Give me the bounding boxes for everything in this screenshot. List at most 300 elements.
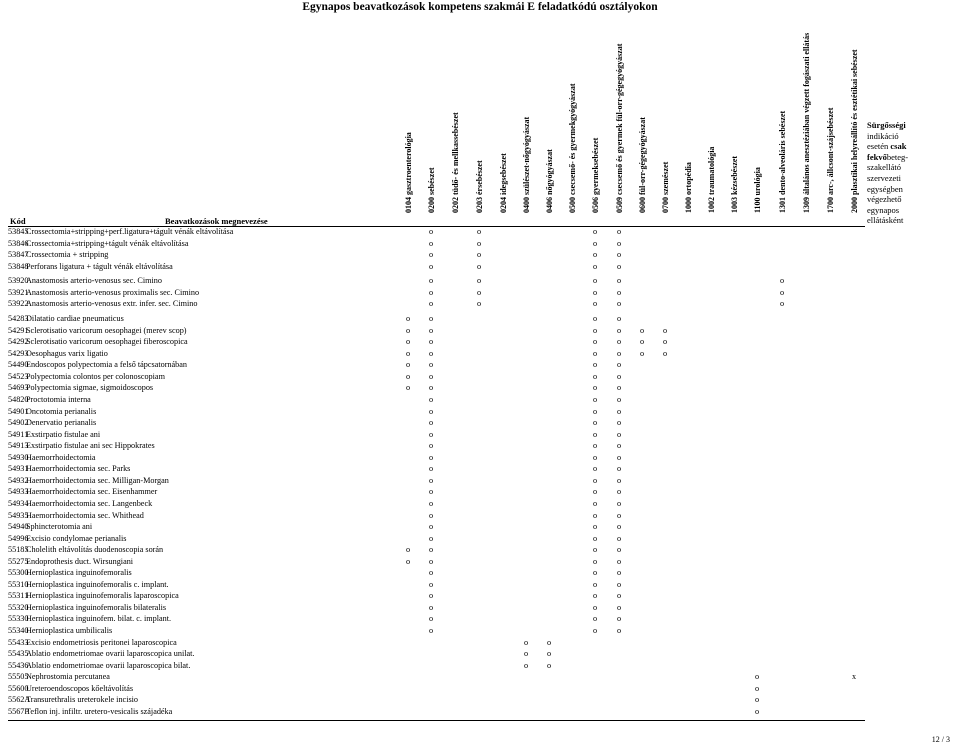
column-header-label: 0506 gyermeksebészet bbox=[591, 137, 600, 213]
competence-mark: o bbox=[592, 452, 598, 462]
column-header-label: 1000 ortopédia bbox=[684, 162, 693, 213]
table-row bbox=[0, 637, 960, 649]
table-row bbox=[0, 683, 960, 695]
table-row bbox=[0, 498, 960, 510]
competence-mark: o bbox=[616, 299, 622, 309]
competence-mark: o bbox=[616, 441, 622, 451]
procedure-table bbox=[0, 226, 960, 717]
competence-mark: o bbox=[428, 545, 434, 555]
table-row bbox=[0, 579, 960, 591]
competence-mark: o bbox=[616, 261, 622, 271]
column-header-label: 0600 fül-orr-gégegyógyászat bbox=[638, 117, 647, 213]
competence-mark: o bbox=[639, 325, 645, 335]
competence-mark: o bbox=[476, 227, 482, 236]
procedure-description: Anastomosis arterio-venosus proximalis sec. Cimino bbox=[26, 287, 200, 297]
competence-mark: o bbox=[616, 276, 622, 286]
competence-mark: o bbox=[592, 337, 598, 347]
competence-mark: o bbox=[428, 591, 434, 601]
table-row bbox=[0, 475, 960, 487]
competence-mark: o bbox=[616, 360, 622, 370]
table-row bbox=[0, 660, 960, 672]
procedure-description: Transurethralis ureterokele incisio bbox=[26, 695, 139, 705]
table-row bbox=[0, 429, 960, 441]
competence-mark: o bbox=[592, 261, 598, 271]
header-kod: Kód bbox=[10, 216, 26, 226]
competence-mark: o bbox=[546, 637, 552, 647]
table-row bbox=[0, 394, 960, 406]
table-row bbox=[0, 261, 960, 273]
procedure-code: 55330 bbox=[8, 614, 29, 624]
column-header-label: 0400 szülészet-nőgyógyászat bbox=[522, 116, 531, 213]
competence-mark: o bbox=[616, 545, 622, 555]
competence-mark: o bbox=[616, 406, 622, 416]
procedure-code: 54292 bbox=[8, 337, 29, 347]
competence-mark: o bbox=[616, 337, 622, 347]
competence-mark: o bbox=[428, 276, 434, 286]
procedure-description: Dilatatio cardiae pneumaticus bbox=[26, 314, 124, 324]
table-row bbox=[0, 671, 960, 683]
competence-mark: o bbox=[592, 360, 598, 370]
competence-mark: o bbox=[405, 360, 411, 370]
competence-mark: o bbox=[616, 238, 622, 248]
competence-mark: o bbox=[428, 299, 434, 309]
procedure-code: 55433 bbox=[8, 637, 29, 647]
competence-mark: o bbox=[428, 452, 434, 462]
competence-mark: o bbox=[592, 591, 598, 601]
competence-mark: o bbox=[616, 383, 622, 393]
competence-mark: o bbox=[523, 660, 529, 670]
competence-mark: o bbox=[428, 487, 434, 497]
competence-mark: o bbox=[616, 348, 622, 358]
competence-mark: o bbox=[476, 250, 482, 260]
competence-mark: o bbox=[523, 649, 529, 659]
competence-mark: o bbox=[616, 227, 622, 236]
competence-mark: o bbox=[428, 498, 434, 508]
urgency-line-3a: esetén bbox=[867, 141, 889, 152]
urgency-line-4b: beteg- bbox=[886, 151, 909, 162]
procedure-description: Excisio endometriosis peritonei laparoscopica bbox=[26, 637, 177, 647]
urgency-line-5: szakellátó bbox=[867, 162, 901, 173]
procedure-description: Ablatio endometriomae ovarii laparoscopica bilat. bbox=[26, 660, 191, 670]
procedure-code: 54932 bbox=[8, 475, 29, 485]
urgency-line-7: egységben bbox=[867, 183, 903, 194]
column-header-label: 0500 csecsemő- és gyermekgyógyászat bbox=[568, 83, 577, 213]
competence-mark: x bbox=[851, 672, 857, 682]
competence-mark: o bbox=[428, 510, 434, 520]
procedure-code: 53846 bbox=[8, 238, 29, 248]
procedure-code: 54935 bbox=[8, 510, 29, 520]
competence-mark: o bbox=[428, 261, 434, 271]
procedure-code: 54933 bbox=[8, 487, 29, 497]
competence-mark: o bbox=[616, 510, 622, 520]
urgency-line-9: egynapos bbox=[867, 204, 900, 215]
competence-mark: o bbox=[662, 337, 668, 347]
competence-mark: o bbox=[428, 238, 434, 248]
table-row bbox=[0, 706, 960, 718]
procedure-code: 55340 bbox=[8, 625, 29, 635]
table-row bbox=[0, 371, 960, 383]
competence-mark: o bbox=[428, 227, 434, 236]
procedure-code: 54283 bbox=[8, 314, 29, 324]
table-bottom-rule bbox=[8, 720, 865, 721]
table-row bbox=[0, 406, 960, 418]
urgency-line-4a: fekvő bbox=[867, 151, 887, 162]
procedure-code: 54523 bbox=[8, 371, 29, 381]
competence-mark: o bbox=[592, 625, 598, 635]
competence-mark: o bbox=[616, 314, 622, 324]
table-row bbox=[0, 602, 960, 614]
competence-mark: o bbox=[428, 602, 434, 612]
competence-mark: o bbox=[546, 660, 552, 670]
competence-mark: o bbox=[592, 568, 598, 578]
competence-mark: o bbox=[754, 695, 760, 705]
column-header-label: 0700 szemészet bbox=[661, 161, 670, 213]
competence-mark: o bbox=[405, 314, 411, 324]
competence-mark: o bbox=[428, 395, 434, 405]
procedure-description: Hernioplastica inguinofemoralis c. implant. bbox=[26, 579, 169, 589]
competence-mark: o bbox=[428, 429, 434, 439]
procedure-description: Haemorrhoidectomia sec. Langenbeck bbox=[26, 498, 153, 508]
competence-mark: o bbox=[476, 287, 482, 297]
procedure-code: 54940 bbox=[8, 522, 29, 532]
competence-mark: o bbox=[662, 325, 668, 335]
procedure-code: 54902 bbox=[8, 418, 29, 428]
table-row bbox=[0, 382, 960, 394]
competence-mark: o bbox=[616, 475, 622, 485]
competence-mark: o bbox=[428, 579, 434, 589]
competence-mark: o bbox=[405, 325, 411, 335]
competence-mark: o bbox=[592, 276, 598, 286]
procedure-code: 55185 bbox=[8, 545, 29, 555]
procedure-description: Anastomosis arterio-venosus sec. Cimino bbox=[26, 276, 162, 286]
competence-mark: o bbox=[592, 545, 598, 555]
competence-mark: o bbox=[592, 602, 598, 612]
procedure-description: Endoscopos polypectomia a felső tápcsatornában bbox=[26, 360, 187, 370]
competence-mark: o bbox=[616, 371, 622, 381]
competence-mark: o bbox=[616, 568, 622, 578]
competence-mark: o bbox=[405, 348, 411, 358]
competence-mark: o bbox=[592, 579, 598, 589]
urgency-line-10: ellátásként bbox=[867, 215, 904, 226]
procedure-code: 54820 bbox=[8, 395, 29, 405]
procedure-code: 54996 bbox=[8, 533, 29, 543]
procedure-description: Excisio condylomae perianalis bbox=[26, 533, 127, 543]
table-row bbox=[0, 556, 960, 568]
table-row bbox=[0, 325, 960, 337]
competence-mark: o bbox=[428, 533, 434, 543]
competence-mark: o bbox=[592, 383, 598, 393]
urgency-line-6: szervezeti bbox=[867, 172, 901, 183]
procedure-code: 54901 bbox=[8, 406, 29, 416]
competence-mark: o bbox=[616, 487, 622, 497]
table-row bbox=[0, 452, 960, 464]
procedure-description: Crossectomia+stripping+tágult vénák eltávolítása bbox=[26, 238, 189, 248]
procedure-description: Teflon inj. infiltr. uretero-vesicalis szájadéka bbox=[26, 706, 173, 716]
column-header-label: 0104 gasztroenterológia bbox=[404, 132, 413, 213]
column-header-label: 0202 tüdő- és mellkassebészet bbox=[451, 112, 460, 213]
procedure-code: 54490 bbox=[8, 360, 29, 370]
procedure-code: 54291 bbox=[8, 325, 29, 335]
procedure-description: Crossectomia + stripping bbox=[26, 250, 109, 260]
table-row bbox=[0, 463, 960, 475]
procedure-code: 53848 bbox=[8, 261, 29, 271]
table-row bbox=[0, 249, 960, 261]
procedure-code: 5562A bbox=[8, 695, 31, 705]
procedure-description: Hernioplastica inguinofemoralis bilateralis bbox=[26, 602, 167, 612]
procedure-description: Sphincterotomia ani bbox=[26, 522, 93, 532]
urgency-line-8: végezhető bbox=[867, 194, 902, 205]
procedure-description: Ureteroendoscopos kőeltávolítás bbox=[26, 683, 134, 693]
procedure-description: Denervatio perianalis bbox=[26, 418, 97, 428]
procedure-description: Endoprothesis duct. Wirsungiani bbox=[26, 556, 134, 566]
competence-mark: o bbox=[592, 418, 598, 428]
procedure-description: Exstirpatio fistulae ani sec Hippokrates bbox=[26, 441, 155, 451]
procedure-description: Ablatio endometriomae ovarii laparoscopica unilat. bbox=[26, 649, 195, 659]
competence-mark: o bbox=[616, 464, 622, 474]
competence-mark: o bbox=[428, 625, 434, 635]
competence-mark: o bbox=[428, 337, 434, 347]
competence-mark: o bbox=[428, 522, 434, 532]
procedure-code: 55310 bbox=[8, 579, 29, 589]
competence-mark: o bbox=[428, 360, 434, 370]
competence-mark: o bbox=[779, 276, 785, 286]
procedure-description: Hernioplastica inguinofemoralis bbox=[26, 568, 132, 578]
procedure-description: Haemorrhoidectomia sec. Parks bbox=[26, 464, 131, 474]
competence-mark: o bbox=[592, 429, 598, 439]
procedure-code: 54913 bbox=[8, 441, 29, 451]
competence-mark: o bbox=[592, 510, 598, 520]
competence-mark: o bbox=[428, 556, 434, 566]
table-row bbox=[0, 275, 960, 287]
procedure-description: Haemorrhoidectomia sec. Eisenhammer bbox=[26, 487, 158, 497]
table-row bbox=[0, 359, 960, 371]
competence-mark: o bbox=[428, 441, 434, 451]
column-header-label: 2000 plasztikai helyreállító és esztétikai sebészet bbox=[850, 49, 859, 213]
competence-mark: o bbox=[616, 287, 622, 297]
competence-mark: o bbox=[639, 348, 645, 358]
column-header-label: 1301 dento-alveoláris sebészet bbox=[778, 110, 787, 213]
competence-mark: o bbox=[592, 348, 598, 358]
competence-mark: o bbox=[754, 672, 760, 682]
procedure-description: Exstirpatio fistulae ani bbox=[26, 429, 101, 439]
header-beavatkozas: Beavatkozások megnevezése bbox=[165, 216, 268, 226]
competence-mark: o bbox=[662, 348, 668, 358]
table-row bbox=[0, 544, 960, 556]
column-header-label: 0200 sebészet bbox=[427, 167, 436, 213]
procedure-description: Cholelith eltávolítás duodenoscopia során bbox=[26, 545, 164, 555]
competence-mark: o bbox=[592, 487, 598, 497]
procedure-code: 55320 bbox=[8, 602, 29, 612]
procedure-description: Oncotomia perianalis bbox=[26, 406, 97, 416]
procedure-description: Hernioplastica inguinofemoralis laparoscopica bbox=[26, 591, 179, 601]
column-header-label: 0406 nőgyógyászat bbox=[545, 149, 554, 213]
competence-mark: o bbox=[616, 614, 622, 624]
competence-mark: o bbox=[428, 250, 434, 260]
procedure-description: Polypectomia colontos per colonoscopiam bbox=[26, 371, 165, 381]
procedure-description: Haemorrhoidectomia sec. Whithead bbox=[26, 510, 144, 520]
procedure-code: 55435 bbox=[8, 649, 29, 659]
procedure-code: 54293 bbox=[8, 348, 29, 358]
procedure-code: 55600 bbox=[8, 683, 29, 693]
table-row bbox=[0, 226, 960, 238]
table-row bbox=[0, 238, 960, 250]
competence-mark: o bbox=[428, 568, 434, 578]
table-row bbox=[0, 613, 960, 625]
competence-mark: o bbox=[616, 625, 622, 635]
competence-mark: o bbox=[616, 429, 622, 439]
competence-mark: o bbox=[476, 276, 482, 286]
column-header-label: 1700 arc-, állcsont-szájsebészet bbox=[826, 107, 835, 213]
competence-mark: o bbox=[428, 475, 434, 485]
competence-mark: o bbox=[616, 556, 622, 566]
procedure-code: 53921 bbox=[8, 287, 29, 297]
competence-mark: o bbox=[428, 325, 434, 335]
table-row bbox=[0, 590, 960, 602]
procedure-code: 54930 bbox=[8, 452, 29, 462]
procedure-description: Nephrostomia percutanea bbox=[26, 672, 110, 682]
table-row bbox=[0, 348, 960, 360]
table-row bbox=[0, 533, 960, 545]
competence-mark: o bbox=[592, 299, 598, 309]
competence-mark: o bbox=[616, 591, 622, 601]
competence-mark: o bbox=[592, 238, 598, 248]
competence-mark: o bbox=[592, 250, 598, 260]
competence-mark: o bbox=[428, 614, 434, 624]
procedure-code: 55300 bbox=[8, 568, 29, 578]
procedure-code: 54934 bbox=[8, 498, 29, 508]
procedure-description: Haemorrhoidectomia sec. Milligan-Morgan bbox=[26, 475, 169, 485]
page-title: Egynapos beavatkozások kompetens szakmái E feladatkódú osztályokon bbox=[302, 1, 658, 13]
competence-mark: o bbox=[405, 556, 411, 566]
table-row bbox=[0, 287, 960, 299]
column-header-label: 0203 érsebészet bbox=[475, 160, 484, 213]
procedure-description: Anastomosis arterio-venosus extr. infer. sec. Cimino bbox=[26, 299, 198, 309]
urgency-line-1: Sürgősségi bbox=[867, 120, 906, 130]
competence-mark: o bbox=[405, 383, 411, 393]
procedure-code: 53845 bbox=[8, 227, 29, 236]
table-row bbox=[0, 694, 960, 706]
competence-mark: o bbox=[616, 250, 622, 260]
competence-mark: o bbox=[476, 261, 482, 271]
table-row bbox=[0, 567, 960, 579]
procedure-code: 55505 bbox=[8, 672, 29, 682]
urgency-note bbox=[867, 120, 947, 226]
procedure-description: Sclerotisatio varicorum oesophagei (merev scop) bbox=[26, 325, 187, 335]
urgency-line-2: indikáció bbox=[867, 130, 899, 141]
column-header-label: 1309 általános anesztéziában végzett fogászati ellátás bbox=[802, 32, 811, 213]
competence-mark: o bbox=[428, 418, 434, 428]
table-row bbox=[0, 336, 960, 348]
competence-mark: o bbox=[616, 418, 622, 428]
competence-mark: o bbox=[616, 498, 622, 508]
competence-mark: o bbox=[592, 498, 598, 508]
column-header-label: 1003 kézsebészet bbox=[730, 155, 739, 213]
competence-mark: o bbox=[428, 383, 434, 393]
competence-mark: o bbox=[428, 348, 434, 358]
competence-mark: o bbox=[754, 706, 760, 716]
table-row bbox=[0, 417, 960, 429]
procedure-code: 55436 bbox=[8, 660, 29, 670]
competence-mark: o bbox=[405, 371, 411, 381]
competence-mark: o bbox=[592, 287, 598, 297]
competence-mark: o bbox=[592, 464, 598, 474]
column-header-label: 1100 urológia bbox=[753, 167, 762, 213]
procedure-code: 5567P bbox=[8, 706, 29, 716]
competence-mark: o bbox=[592, 371, 598, 381]
competence-mark: o bbox=[592, 522, 598, 532]
procedure-code: 54693 bbox=[8, 383, 29, 393]
procedure-description: Haemorrhoidectomia bbox=[26, 452, 96, 462]
competence-mark: o bbox=[592, 314, 598, 324]
competence-mark: o bbox=[616, 579, 622, 589]
procedure-description: Crossectomia+stripping+perf.ligatura+tágult vénák eltávolítása bbox=[26, 227, 234, 236]
procedure-code: 54911 bbox=[8, 429, 29, 439]
competence-mark: o bbox=[779, 287, 785, 297]
competence-mark: o bbox=[405, 337, 411, 347]
urgency-line-3b: csak bbox=[890, 141, 907, 152]
competence-mark: o bbox=[428, 371, 434, 381]
table-row bbox=[0, 625, 960, 637]
competence-mark: o bbox=[405, 545, 411, 555]
procedure-code: 55275 bbox=[8, 556, 29, 566]
competence-mark: o bbox=[616, 452, 622, 462]
procedure-description: Perforans ligatura + tágult vénák eltávolítása bbox=[26, 261, 173, 271]
competence-mark: o bbox=[592, 556, 598, 566]
competence-mark: o bbox=[428, 314, 434, 324]
table-row bbox=[0, 313, 960, 325]
competence-mark: o bbox=[616, 325, 622, 335]
table-row bbox=[0, 440, 960, 452]
competence-mark: o bbox=[592, 441, 598, 451]
table-row bbox=[0, 510, 960, 522]
competence-mark: o bbox=[616, 602, 622, 612]
table-row bbox=[0, 648, 960, 660]
competence-mark: o bbox=[592, 406, 598, 416]
competence-mark: o bbox=[523, 637, 529, 647]
competence-mark: o bbox=[639, 337, 645, 347]
page-number: 12 / 3 bbox=[931, 735, 950, 744]
competence-mark: o bbox=[616, 395, 622, 405]
competence-mark: o bbox=[476, 238, 482, 248]
procedure-code: 53922 bbox=[8, 299, 29, 309]
column-header-label: 0204 idegsebészet bbox=[499, 153, 508, 213]
competence-mark: o bbox=[476, 299, 482, 309]
competence-mark: o bbox=[546, 649, 552, 659]
procedure-description: Polypectomia sigmae, sigmoidoscopos bbox=[26, 383, 154, 393]
competence-mark: o bbox=[616, 533, 622, 543]
competence-mark: o bbox=[592, 533, 598, 543]
competence-mark: o bbox=[428, 287, 434, 297]
procedure-description: Sclerotisatio varicorum oesophagei fiberoscopica bbox=[26, 337, 188, 347]
procedure-description: Hernioplastica umbilicalis bbox=[26, 625, 113, 635]
procedure-code: 55311 bbox=[8, 591, 29, 601]
procedure-code: 53847 bbox=[8, 250, 29, 260]
competence-mark: o bbox=[779, 299, 785, 309]
competence-mark: o bbox=[754, 683, 760, 693]
competence-mark: o bbox=[592, 395, 598, 405]
competence-mark: o bbox=[428, 464, 434, 474]
competence-mark: o bbox=[592, 227, 598, 236]
competence-mark: o bbox=[616, 522, 622, 532]
competence-mark: o bbox=[592, 325, 598, 335]
table-row bbox=[0, 521, 960, 533]
table-row bbox=[0, 298, 960, 310]
procedure-description: Proctotomia interna bbox=[26, 395, 91, 405]
column-header-label: 0509 csecsemő és gyermek fül-orr-gégegyógyászat bbox=[615, 43, 624, 213]
column-header-label: 1002 traumatológia bbox=[707, 146, 716, 213]
procedure-code: 54931 bbox=[8, 464, 29, 474]
procedure-description: Oesophagus varix ligatio bbox=[26, 348, 108, 358]
